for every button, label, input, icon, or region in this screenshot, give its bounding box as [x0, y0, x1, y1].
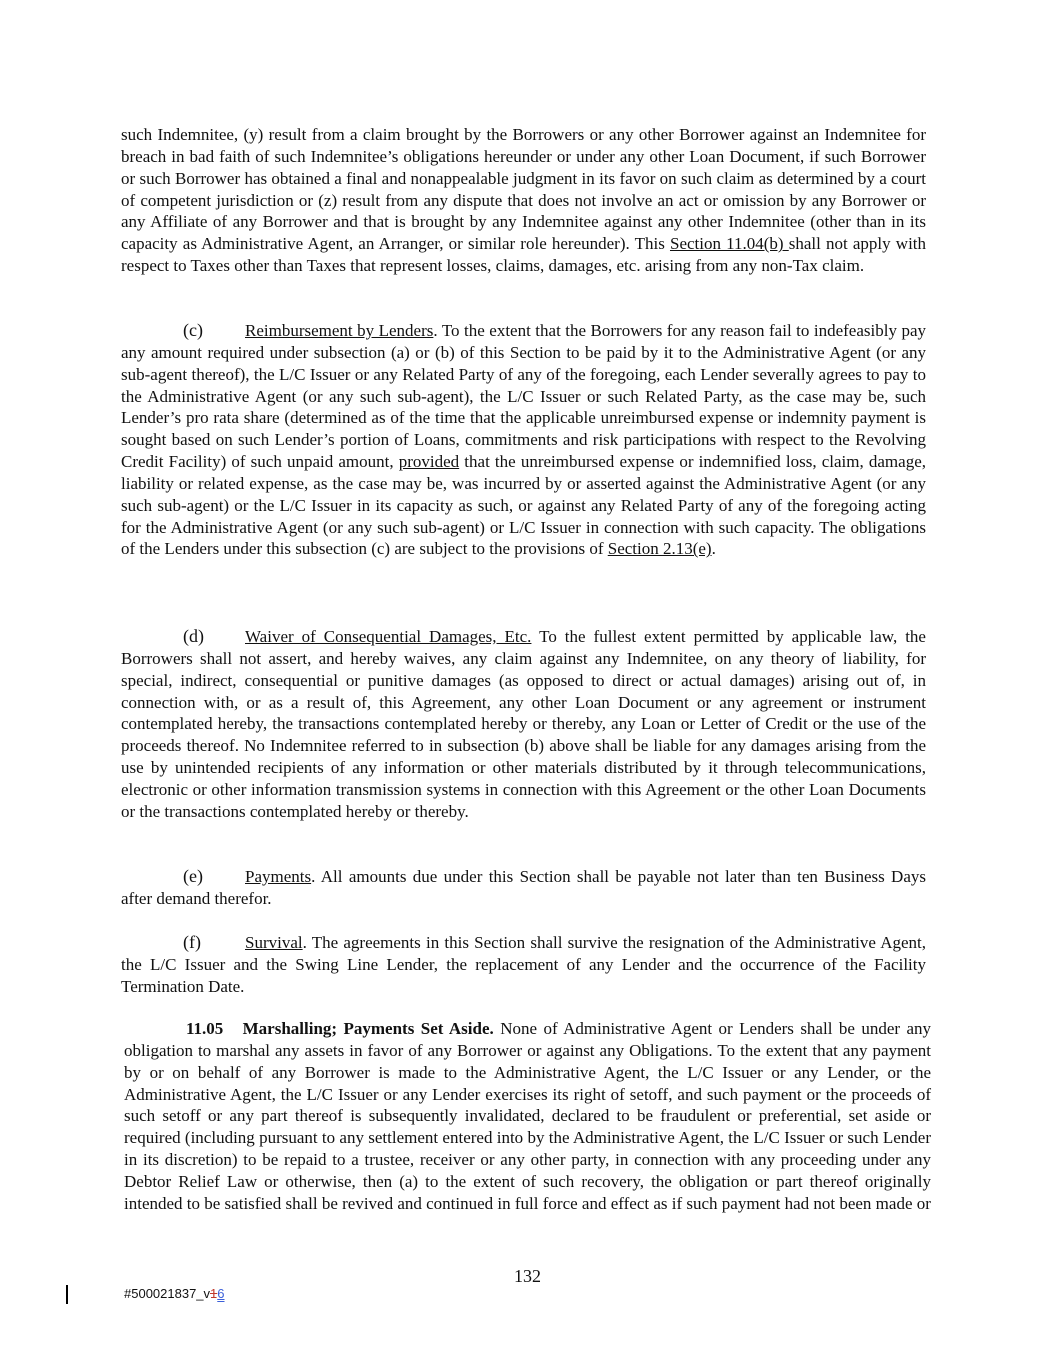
- paragraph-label: (f): [183, 932, 201, 952]
- paragraph-d: [121, 626, 926, 823]
- para-text: . To the extent that the Borrowers for any reason fail to indefeasibly pay any amount required under subsection (a) or (b) of this Section to be paid by it to the Administrative Agent (or any sub-agent thereof), the L/C Issuer or any Related Party of any of the foregoing, each Lender severally agrees to pay to the Administrative Agent (or any such sub-agent), the L/C Issuer or such Related Party, as the case may be, such Lender’s pro rata share (determined as of the time that the applicable unreimbursed expense or indemnity payment is sought based on such Lender’s portion of Loans, commitments and risk participations with respect to the Revolving Credit Facility) of such unpaid amount,: [121, 321, 926, 472]
- para-text: To the fullest extent permitted by applicable law, the Borrowers shall not assert, and hereby waives, any claim against any Indemnitee, on any theory of liability, for special, indirect, consequential or punitive damages (as opposed to direct or actual damages) arising out of, in connection with, or as a result of, this Agreement, any other Loan Document or any agreement or instrument contemplated hereby, the transactions contemplated hereby or thereby, any Loan or Letter of Credit or the use of the proceeds thereof. No Indemnitee referred to in subsection (b) above shall be liable for any damages arising from the use by unintended recipients of any information or other materials distributed by it through telecommunications, electronic or other information transmission systems in connection with this Agreement or the other Loan Documents or the transactions contemplated hereby or thereby.: [121, 627, 926, 821]
- para-text: .: [711, 539, 716, 559]
- paragraph-label: (e): [183, 866, 203, 886]
- para-text: None of Administrative Agent or Lenders shall be under any obligation to marshal any assets in favor of any Borrower or against any Obligations. To the extent that any payment by or on behalf of any Borrower is made to the Administrative Agent, the L/C Issuer or any Lender, or the Administrative Agent, the L/C Issuer or any Lender exercises its right of setoff, and such payment or the proceeds of such setoff or any part thereof is subsequently invalidated, declared to be fraudulent or preferential, set aside or required (including pursuant to any settlement entered into by the Administrative Agent, the L/C Issuer or such Lender in its discretion) to be repaid to a trustee, receiver or any other party, in connection with any proceeding under any Debtor Relief Law or otherwise, then (a) to the extent of such recovery, the obligation or part thereof originally intended to be satisfied shall be revived and continued in full force and effect as if such payment had not been made or: [124, 1019, 932, 1213]
- paragraph-f: [121, 932, 926, 998]
- section-ref-2-13e: Section 2.13(e): [607, 539, 712, 559]
- paragraph-heading: Reimbursement by Lenders: [245, 321, 434, 340]
- para-text: shall not apply with respect to Taxes other than Taxes that represent losses, claims, damages, etc. arising from any non-Tax claim.: [121, 234, 927, 276]
- paragraph-e: [121, 866, 926, 910]
- inserted-version: 6: [217, 1286, 225, 1301]
- deleted-version: 1: [210, 1286, 218, 1301]
- section-number: 11.05: [186, 1019, 224, 1038]
- paragraph-label: (c): [183, 320, 203, 340]
- paragraph-c: [121, 320, 926, 560]
- section-title: Marshalling; Payments Set Aside.: [242, 1019, 494, 1038]
- section-11-05: [124, 1018, 931, 1215]
- section-ref-11-04b: Section 11.04(b): [669, 234, 789, 254]
- paragraph-continuation: [121, 124, 926, 277]
- para-text: such Indemnitee, (y) result from a claim brought by the Borrowers or any other Borrower against an Indemnitee for breach in bad faith of such Indemnitee’s obligations hereunder or under any other Loan Document, if such Borrower or such Borrower has obtained a final and nonappealable judgment in its favor on such claim as determined by a court of competent jurisdiction or (z) result from any dispute that does not involve an act or omission by any Borrower or any Affiliate of any Borrower and that is brought by any Indemnitee against any other Indemnitee (other than in its capacity as Administrative Agent, an Arranger, or similar role hereunder). This: [121, 125, 926, 254]
- paragraph-label: (d): [183, 626, 204, 646]
- document-id-footer: [124, 1286, 225, 1301]
- paragraph-heading: Payments: [245, 867, 312, 886]
- para-text: that the unreimbursed expense or indemnified loss, claim, damage, liability or related expense, as the case may be, was incurred by or asserted against the Administrative Agent (or any such sub-agent) or the L/C Issuer in its capacity as such, or against any Related Party of any of the foregoing acting for the Administrative Agent (or any such sub-agent) or L/C Issuer in connection with such capacity. The obligations of the Lenders under this subsection (c) are subject to the provisions of: [121, 452, 926, 559]
- para-text: . The agreements in this Section shall survive the resignation of the Administrative Agent, the L/C Issuer and the Swing Line Lender, the replacement of any Lender and the occurrence of the Facility Termination Date.: [121, 933, 926, 996]
- page-number: 132: [514, 1266, 541, 1286]
- change-bar: [66, 1285, 68, 1304]
- paragraph-heading: Waiver of Consequential Damages, Etc.: [245, 627, 532, 646]
- para-text: . All amounts due under this Section shall be payable not later than ten Business Days after demand therefor.: [121, 867, 926, 908]
- doc-id: #500021837_v: [124, 1286, 211, 1301]
- provided-term: provided: [398, 452, 460, 472]
- paragraph-heading: Survival: [245, 933, 303, 952]
